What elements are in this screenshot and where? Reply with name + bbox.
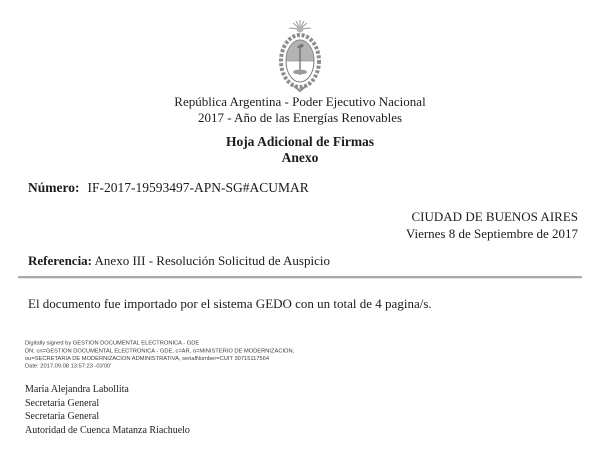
date-line: Viernes 8 de Septiembre de 2017 bbox=[405, 226, 578, 241]
header-line-year: 2017 - Año de las Energías Renovables bbox=[197, 110, 403, 125]
referencia-line bbox=[28, 253, 572, 269]
signer-organization: Autoridad de Cuenca Matanza Riachuelo bbox=[25, 424, 190, 436]
stamp-line-date: Date: 2017.09.08 13:57:23 -03'00' bbox=[25, 362, 112, 370]
stamp-line-dn: DN: cn=GESTION DOCUMENTAL ELECTRONICA - GDE, c=AR, o=MINISTERIO DE MODERNIZACION, bbox=[25, 347, 295, 354]
document-subtitle: Anexo bbox=[281, 150, 319, 165]
place-date-block bbox=[22, 208, 578, 242]
numero-line bbox=[28, 180, 572, 196]
numero-value: IF-2017-19593497-APN-SG#ACUMAR bbox=[87, 180, 309, 195]
stamp-line-signed-by: Digitally signed by GESTION DOCUMENTAL ELECTRONICA - GDE bbox=[25, 339, 200, 346]
horizontal-rule bbox=[18, 276, 582, 279]
gedo-import-notice: El documento fue importado por el sistema GEDO con un total de 4 pagina/s. bbox=[28, 296, 432, 311]
signer-title-2: Secretaria General bbox=[25, 411, 100, 422]
document-header bbox=[0, 94, 600, 126]
city-line: CIUDAD DE BUENOS AIRES bbox=[411, 209, 578, 224]
digital-signature-stamp bbox=[25, 339, 600, 371]
signer-block bbox=[25, 383, 600, 437]
numero-label: Número: bbox=[28, 180, 80, 195]
document-title: Hoja Adicional de Firmas bbox=[225, 134, 375, 149]
argentina-coat-of-arms-icon bbox=[269, 20, 331, 92]
signer-name: Maria Alejandra Labollita bbox=[25, 384, 129, 395]
referencia-value: Anexo III - Resolución Solicitud de Auspicio bbox=[92, 253, 330, 268]
referencia-label: Referencia: bbox=[28, 253, 93, 268]
header-line-republic: República Argentina - Poder Ejecutivo Nacional bbox=[174, 94, 426, 109]
signer-title-1: Secretaria General bbox=[25, 397, 100, 409]
title-block bbox=[0, 134, 600, 166]
stamp-line-ou: ou=SECRETARIA DE MODERNIZACION ADMINISTRATIVA, serialNumber=CUIT 30715117564 bbox=[25, 355, 270, 362]
